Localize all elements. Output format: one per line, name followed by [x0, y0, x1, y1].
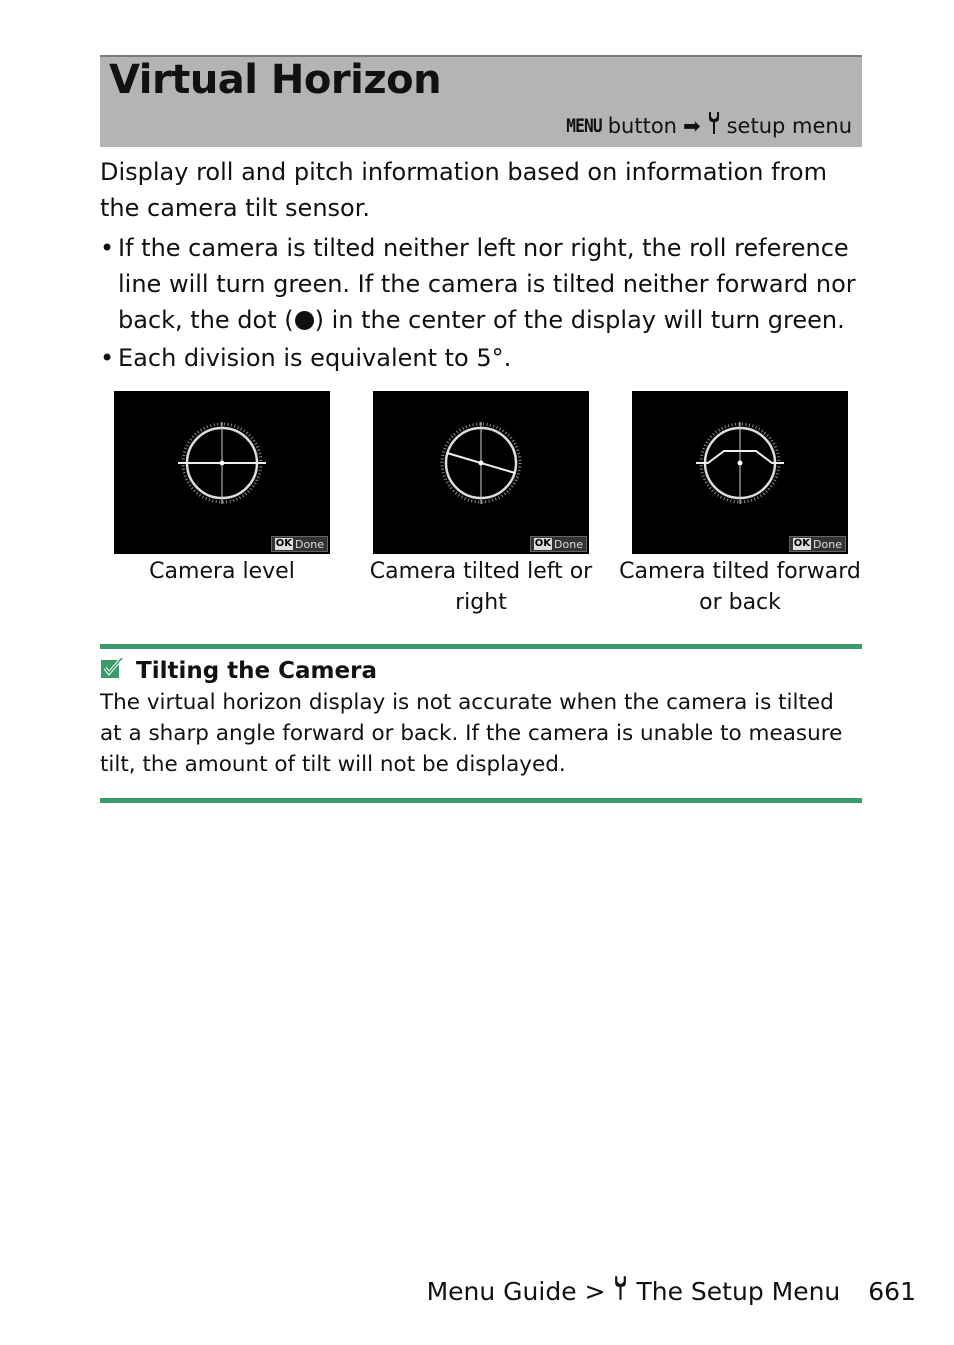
done-label: Done	[554, 537, 583, 551]
horizon-dial-pitch	[632, 391, 848, 554]
breadcrumb-button-text: button	[607, 113, 677, 138]
bullet-list	[100, 230, 862, 378]
page-footer	[427, 1274, 916, 1308]
breadcrumb	[560, 111, 852, 140]
figure-caption: Camera level	[149, 559, 295, 584]
ok-label: OK	[275, 538, 293, 549]
done-label: Done	[813, 537, 842, 551]
horizon-screen	[373, 391, 589, 554]
figure-camera-tilted-roll	[351, 391, 611, 618]
dot-icon	[295, 311, 314, 330]
bullet-item-roll	[100, 230, 862, 338]
page-header	[100, 55, 862, 147]
note-header	[100, 657, 377, 685]
horizon-screen	[632, 391, 848, 554]
horizon-screen	[114, 391, 330, 554]
ok-done-badge	[789, 536, 846, 552]
figure-camera-tilted-pitch	[610, 391, 870, 618]
page-number: 661	[868, 1276, 916, 1306]
done-label: Done	[295, 537, 324, 551]
note-box	[100, 644, 862, 803]
figure-caption: Camera tilted forward or back	[619, 559, 861, 615]
horizon-dial-level	[114, 391, 330, 554]
menu-button-label: MENU	[566, 114, 602, 137]
horizon-dial-roll	[373, 391, 589, 554]
check-box-icon	[100, 657, 124, 685]
ok-label: OK	[793, 538, 811, 549]
bullet-item-division: • Each division is equivalent to 5°.	[100, 340, 862, 376]
arrow-right-icon: ➡	[682, 113, 701, 138]
intro-paragraph: Display roll and pitch information based on information from the camera tilt sensor.	[100, 158, 827, 222]
page-title: Virtual Horizon	[109, 57, 442, 103]
note-text: The virtual horizon display is not accurate when the camera is tilted at a sharp angle forward or back. If the camera is unable to measure tilt, the amount of tilt will not be displayed.	[100, 690, 843, 777]
figure-caption: Camera tilted left or right	[369, 559, 593, 615]
ok-label: OK	[534, 538, 552, 549]
figure-row	[0, 391, 954, 631]
note-title: Tilting the Camera	[136, 658, 377, 684]
bullet-text: ) in the center of the display will turn green.	[314, 306, 845, 334]
footer-guide-link[interactable]: Menu Guide >	[426, 1276, 606, 1306]
figure-camera-level	[92, 391, 352, 587]
wrench-icon	[707, 111, 721, 140]
wrench-icon	[613, 1274, 628, 1308]
ok-done-badge	[271, 536, 328, 552]
footer-section-link[interactable]: The Setup Menu	[636, 1276, 841, 1306]
breadcrumb-section: setup menu	[726, 113, 852, 138]
ok-done-badge	[530, 536, 587, 552]
bullet-text: If the camera is tilted neither left nor right, the roll reference line will turn green. If the camera is tilted neither forward nor back, the dot (	[118, 234, 856, 334]
